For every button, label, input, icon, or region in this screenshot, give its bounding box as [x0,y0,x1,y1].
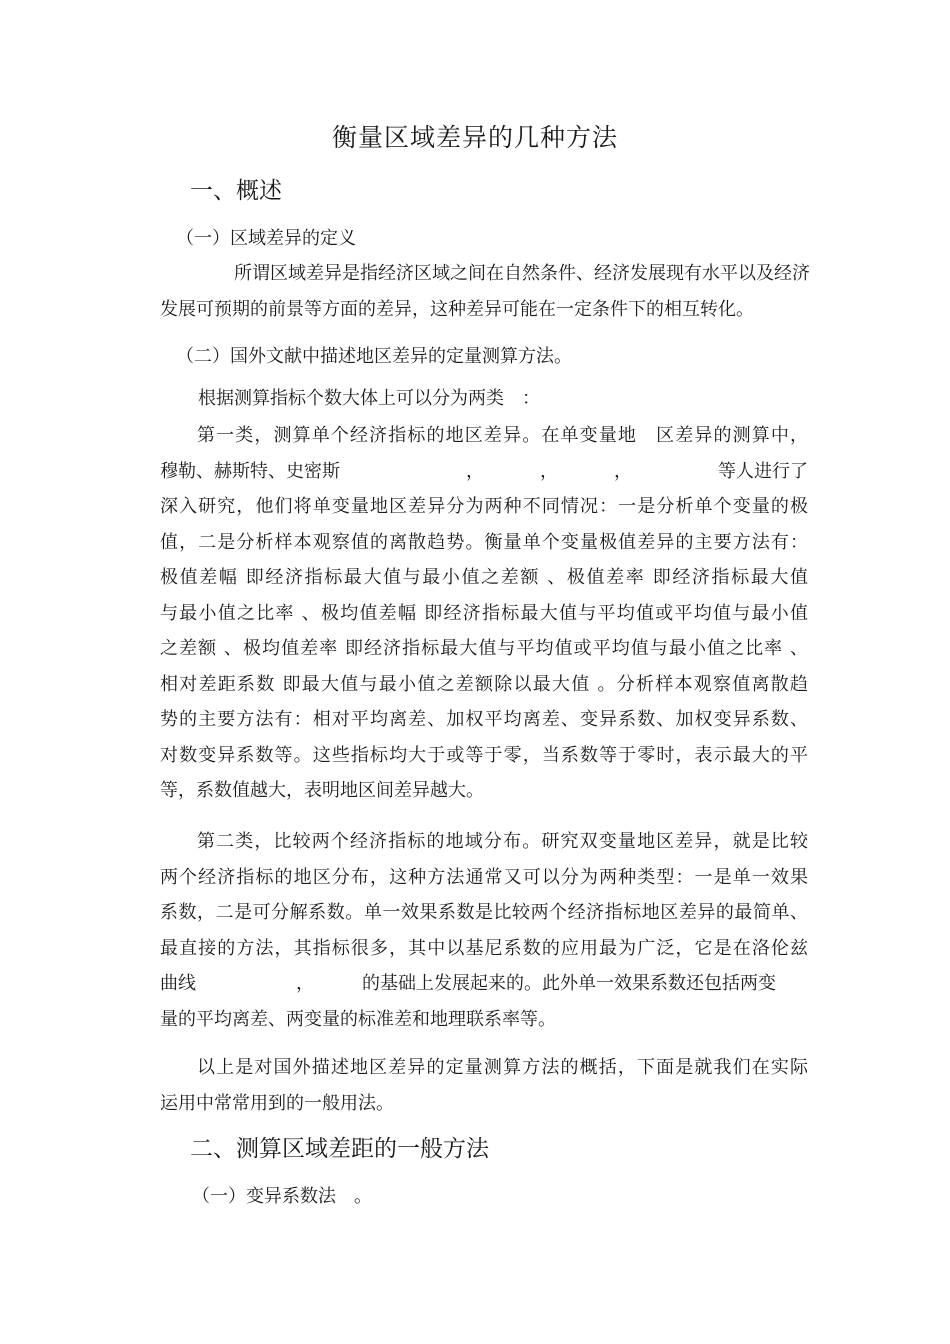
subsection-heading-definition: （一）区域差异的定义 [176,228,356,249]
paragraph-definition [160,256,808,327]
subsection-heading-cv: （一）变异系数法 。 [192,1186,372,1207]
paragraph-line: 发展可预期的前景等方面的差异，这种差异可能在一定条件下的相互转化。 [160,298,754,320]
section-heading-overview: 一、概述 [190,178,282,204]
paragraph-line: 第一类，测算单个经济指标的地区差异。在单变量地 区差异的测算中， [197,425,808,446]
paragraph-line: 相对差距系数 即最大值与最小值之差额除以最大值 。分析样本观察值离散趋 [160,673,808,695]
comma: ， [614,460,632,482]
paragraph-line: 系数，二是可分解系数。单一效果系数是比较两个经济指标地区差异的最简单、 [160,902,808,923]
paragraph-line: 量的平均离差、两变量的标准差和地理联系率等。 [160,1008,556,1030]
paragraph-line: 极值差幅 即经济指标最大值与最小值之差额 、极值差率 即经济指标最大值 [160,567,808,588]
lorenz-word: 曲线 [160,973,196,994]
paragraph-line: 运用中常常用到的一般用法。 [160,1092,394,1114]
paragraph-line: 所谓区域差异是指经济区域之间在自然条件、经济发展现有水平以及经济 [234,263,810,284]
paragraph-line: 以上是对国外描述地区差异的定量测算方法的概括，下面是就我们在实际 [197,1057,808,1078]
paragraph-intro: 根据测算指标个数大体上可以分为两类 ： [198,388,540,409]
section-heading-general-methods: 二、测算区域差距的一般方法 [190,1136,489,1162]
paragraph-line-lorenz [160,966,808,1002]
comma: ， [296,973,314,994]
paragraph-line: 等，系数值越大，表明地区间差异越大。 [160,780,484,801]
paragraph-line: 对数变异系数等。这些指标均大于或等于零，当系数等于零时，表示最大的平 [160,744,808,766]
paragraph-line: 与最小值之比率 、极均值差幅 即经济指标最大值与平均值或平均值与最小值 [160,602,808,624]
page-title: 衡量区域差异的几种方法 [331,123,618,152]
author-suffix: 等人进行了 [718,460,808,482]
paragraph-first-type [160,418,808,809]
paragraph-line: 值，二是分析样本观察值的离散趋势。衡量单个变量极值差异的主要方法有： [160,531,808,553]
paragraph-line: 势的主要方法有：相对平均离差、加权平均离差、变异系数、加权变异系数、 [160,709,808,730]
paragraph-second-type [160,824,808,1037]
paragraph-line: 之差额 、极均值差率 即经济指标最大值与平均值或平均值与最小值之比率 、 [160,638,808,659]
paragraph-line: 第二类，比较两个经济指标的地域分布。研究双变量地区差异，就是比较 [197,831,808,852]
paragraph-line-authors [160,454,808,490]
paragraph-text: 的基础上发展起来的。此外单一效果系数还包括两变 [362,973,776,994]
author-names: 穆勒、赫斯特、史密斯 [160,460,340,482]
comma: ， [466,460,484,482]
comma: ， [540,460,558,482]
subsection-heading-methods: （二）国外文献中描述地区差异的定量测算方法。 [176,346,572,367]
paragraph-line: 深入研究，他们将单变量地区差异分为两种不同情况：一是分析单个变量的极 [160,496,808,517]
paragraph-summary [160,1050,808,1121]
paragraph-line: 两个经济指标的地区分布，这种方法通常又可以分为两种类型：一是单一效果 [160,866,808,888]
paragraph-line: 最直接的方法，其指标很多，其中以基尼系数的应用最为广泛，它是在洛伦兹 [160,937,808,959]
